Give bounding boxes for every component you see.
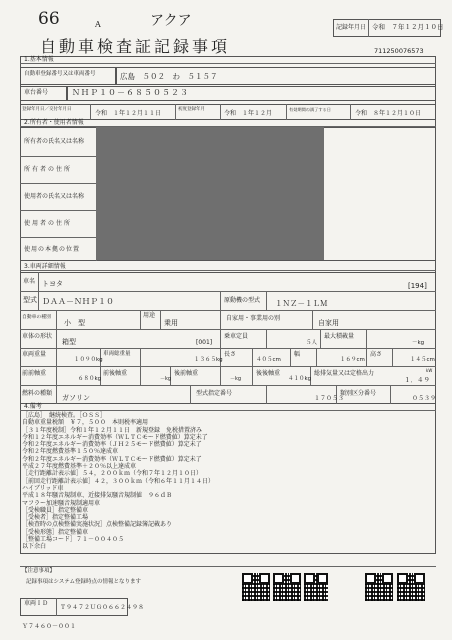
make-label: 車名	[23, 278, 36, 285]
rf-label: 後前軸重	[174, 370, 199, 377]
length-label: 長さ	[224, 351, 237, 358]
model-no-value: １７０５３	[314, 395, 345, 402]
remark-line: 以下余白	[22, 543, 47, 551]
remark-line: 令和２年度燃費基準１５０％達成車	[22, 448, 119, 456]
type-value: ＤＡＡ－ＮＨＰ１０	[42, 297, 114, 306]
make-code: [194]	[408, 282, 427, 290]
vehicle-id-value: Ｔ９４７２ＵＧ０６６２４９８	[60, 604, 145, 611]
reg-number-label: 自動車登録番号又は車両番号	[24, 71, 96, 77]
section-basic: 1.基本情報	[24, 56, 54, 63]
notice-text: 記録事項はシステム登録時点の情報となります	[26, 579, 141, 585]
private-value: 自家用	[318, 319, 339, 327]
capacity-value: ５人	[306, 340, 318, 346]
disp-value: １．４９	[404, 376, 430, 384]
section-vehicle: 3.車両詳細情報	[24, 263, 66, 270]
kind-label: 自動車の種別	[22, 315, 51, 320]
fr-value: －kg	[160, 376, 172, 382]
fuel-label: 燃料の種類	[22, 390, 53, 397]
first-reg-value: 令和 １年１２月	[224, 110, 273, 117]
weight-value: １０９０kg	[74, 357, 103, 363]
class-label: 類別区分番号	[340, 390, 377, 397]
first-reg-label: 初度登録年月	[178, 107, 205, 112]
disp-unit: kW	[426, 368, 433, 373]
qr-code-3	[304, 573, 328, 601]
notice-title: 【注意事項】	[22, 568, 56, 574]
expiry-label: 有効期間の満了する日	[289, 107, 331, 112]
fuel-value: ガソリン	[62, 394, 90, 402]
handwritten-grade: A	[95, 20, 101, 29]
base-location-label: 使用の本拠の位置	[24, 246, 81, 253]
gross-label: 車両総重量	[103, 351, 131, 357]
private-label: 自家用・事業用の別	[226, 315, 281, 322]
expiry-value: 令和 ８年１２月１０日	[355, 110, 422, 117]
width-value: １６９cm	[340, 357, 365, 363]
remark-line: 平成２７年度燃費基準＋２０％以上達成車	[22, 463, 137, 471]
reg-date-label: 登録年月日／交付年月日	[22, 107, 72, 112]
gross-value: １３６５kg	[194, 357, 223, 363]
ff-value: ６８０kg	[78, 376, 102, 382]
use-value: 乗用	[164, 319, 178, 327]
engine-value: １ＮＺ－１ＬＭ	[275, 299, 328, 308]
remark-line: ［受検者］指定整備工場	[22, 514, 89, 522]
model-no-label: 型式指定番号	[196, 390, 233, 397]
document-number: 711250076573	[374, 47, 424, 55]
remark-line: ［受検形態］指定整備車	[22, 528, 89, 536]
section-owner: 2.所有者・使用者情報	[24, 119, 84, 126]
owner-address-label: 所有者の住所	[24, 166, 73, 173]
redacted-block	[96, 127, 324, 260]
type-label: 型式	[23, 296, 37, 304]
remark-line: ［広島］ 継続検査。［ＯＳＳ］	[22, 412, 107, 419]
remark-line: 令和１２年度エネルギー消費効率（ＷＬＴＣモード燃費値）算定未了	[22, 433, 208, 441]
make-value: トヨタ	[42, 280, 63, 288]
remark-line: ［３１年度税制］令和１年１２月１１日 新規登録 免税措置済み	[22, 426, 203, 434]
remark-line: ［整備工場コード］７１－００４０５	[22, 536, 125, 544]
rr-value: ４１０kg	[288, 376, 312, 382]
user-name-label: 使用者の氏名又は名称	[24, 193, 85, 200]
remark-line: 自動車重量税額 ￥７，５００ 本則税率適用	[22, 419, 149, 427]
remark-line: 令和２年度エネルギー消費効率（ＪＨ２５モード燃費値）算定未了	[22, 441, 202, 449]
vehicle-id-label: 車両ＩＤ	[24, 600, 49, 607]
reg-date-value: 令和 １年１２月１１日	[95, 110, 162, 117]
handwritten-model: アクア	[150, 13, 192, 29]
kind-value: 小 型	[64, 319, 85, 327]
fr-label: 前後軸重	[103, 370, 128, 377]
qr-code-1	[242, 573, 270, 601]
body-code: [001]	[196, 339, 213, 346]
remark-line: ハイブリッド車	[22, 484, 64, 492]
max-load-label: 最大積載量	[324, 333, 355, 340]
ff-label: 前前軸重	[22, 370, 47, 377]
reg-number-value: 広島 ５０２ わ ５１５７	[120, 72, 218, 81]
width-label: 幅	[294, 351, 301, 358]
chassis-value: ＮＨＰ１０－６８５０５２３	[72, 88, 189, 97]
body-label: 車体の形状	[22, 333, 53, 340]
capacity-label: 乗車定員	[224, 333, 249, 340]
qr-code-4	[365, 573, 393, 601]
use-label: 用途	[143, 312, 156, 319]
disp-label: 総排気量又は定格出力	[314, 370, 375, 377]
rf-value: －kg	[230, 376, 242, 382]
class-value: ０５３９	[412, 395, 437, 402]
weight-label: 車両重量	[22, 351, 47, 358]
chassis-label: 車台番号	[24, 89, 49, 96]
remark-line: マフラー加速騒音規制適用車	[22, 499, 101, 507]
footer-code: Ｙ７４６０－００１	[22, 623, 77, 630]
page-title: 自動車検査証記録事項	[40, 37, 231, 56]
length-value: ４０５cm	[256, 357, 281, 363]
body-value: 箱型	[62, 338, 76, 346]
owner-name-label: 所有者の氏名又は名称	[24, 138, 85, 145]
section-remarks: 4.備考	[24, 403, 42, 410]
rr-label: 後後軸重	[256, 370, 281, 377]
qr-code-5	[397, 573, 425, 601]
qr-code-2	[273, 573, 301, 601]
record-date-value: 令和 ７年１２月１０日	[372, 23, 444, 31]
height-value: １４５cm	[410, 357, 435, 363]
handwritten-number: 66	[38, 9, 60, 29]
user-address-label: 使用者の住所	[24, 220, 73, 227]
height-label: 高さ	[370, 351, 383, 358]
engine-label: 原動機の型式	[224, 297, 261, 304]
remark-line: ［走行距離計表示値］５４，２００ｋｍ（令和７年１２月１０日）	[22, 470, 203, 478]
remark-line: ［検査時の点検整備実施状況］点検整備記録簿記載あり	[22, 521, 173, 529]
remark-line: 令和２年度エネルギー消費効率（ＷＬＴＣモード燃費値）算定未了	[22, 455, 202, 463]
max-load-value: －kg	[412, 340, 425, 346]
remark-line: 平成１８年騒音規制車、近接排気騒音規制値 ９６ｄＢ	[22, 492, 173, 500]
record-date-label: 記録年月日	[336, 24, 367, 31]
remark-line: ［前回走行距離計表示値］４２，３００ｋｍ（令和６年１１月１４日）	[22, 477, 215, 485]
remark-line: ［受検職員］指定整備車	[22, 506, 89, 514]
remarks-list	[22, 412, 214, 551]
